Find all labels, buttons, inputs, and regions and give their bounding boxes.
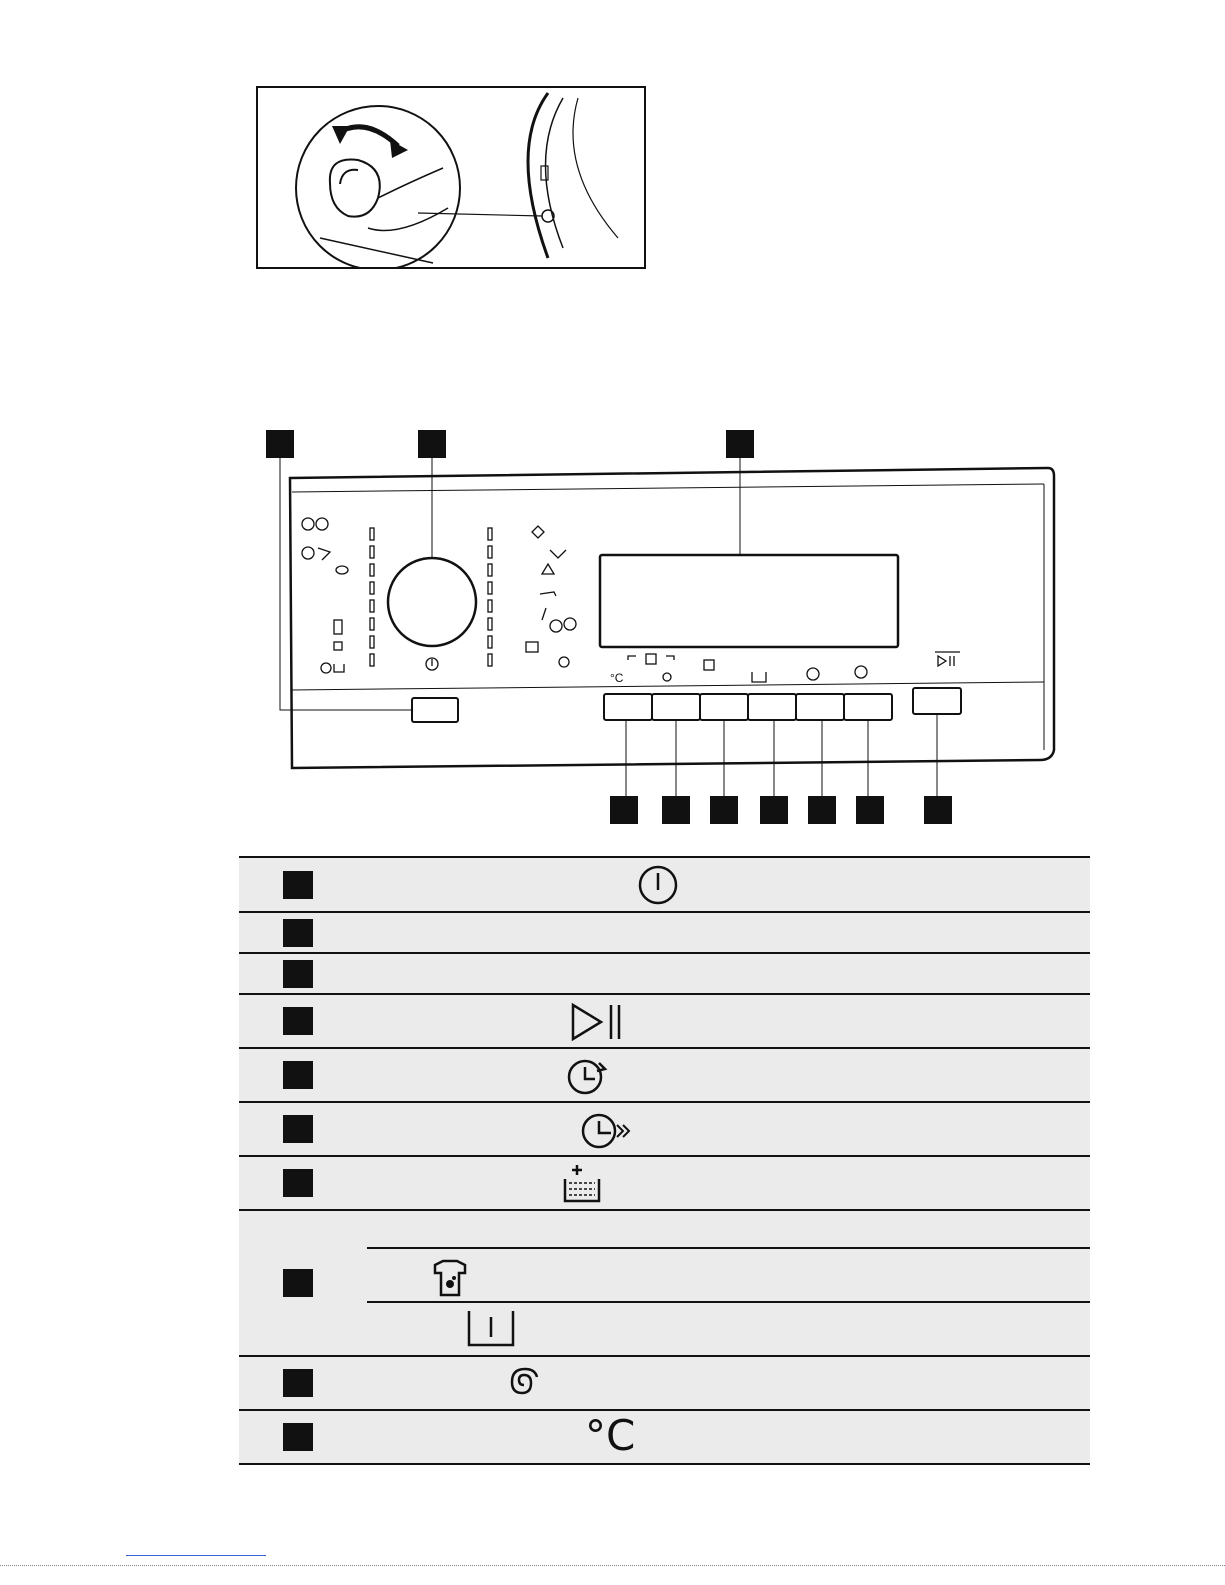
callout-box-6 xyxy=(808,796,836,824)
rinse-hold-button[interactable] xyxy=(700,694,748,720)
delay-start-icon xyxy=(565,1055,613,1097)
extra-rinse-button[interactable] xyxy=(748,694,796,720)
row-number-box xyxy=(283,1369,313,1397)
legend-row-start-pause xyxy=(239,995,1090,1047)
delay-start-icon xyxy=(855,666,867,678)
callout-box-3 xyxy=(726,430,754,458)
legend-row-display xyxy=(239,954,1090,993)
time-manager-button[interactable] xyxy=(796,694,844,720)
door-knob-drawing xyxy=(258,88,644,267)
legend-row-spin xyxy=(239,1357,1090,1409)
row-number-box xyxy=(283,1061,313,1089)
page-cut-line xyxy=(0,1565,1225,1566)
row-number-box xyxy=(283,1115,313,1143)
row-number-box xyxy=(283,1007,313,1035)
legend-row-time-manager xyxy=(239,1103,1090,1155)
row-number-box xyxy=(283,1423,313,1451)
callout-box-9 xyxy=(662,796,690,824)
delay-start-button[interactable] xyxy=(844,694,892,720)
power-icon xyxy=(637,864,679,906)
temperature-icon: °C xyxy=(585,1411,636,1460)
power-button[interactable] xyxy=(412,698,458,722)
spin-button[interactable] xyxy=(652,694,700,720)
callout-box-10 xyxy=(610,796,638,824)
callout-box-8 xyxy=(710,796,738,824)
legend-row-extra-rinse xyxy=(239,1157,1090,1209)
start-pause-icon xyxy=(938,656,946,666)
row-number-box xyxy=(283,1169,313,1197)
time-manager-icon xyxy=(807,668,819,680)
program-knob xyxy=(388,558,476,646)
display xyxy=(600,555,898,647)
callout-box-2 xyxy=(418,430,446,458)
rinse-hold-icon xyxy=(465,1309,517,1349)
legend-row-delay-start xyxy=(239,1049,1090,1101)
callout-box-1 xyxy=(266,430,294,458)
spin-icon xyxy=(663,673,671,681)
row-number-box xyxy=(283,919,313,947)
start-pause-icon xyxy=(569,1001,625,1043)
row-number-box xyxy=(283,960,313,988)
legend-row-program-knob xyxy=(239,913,1090,952)
legend-row-options xyxy=(239,1211,1090,1355)
callout-box-4 xyxy=(924,796,952,824)
legend-table xyxy=(239,856,1090,1466)
callout-box-5 xyxy=(856,796,884,824)
row-number-box xyxy=(283,871,313,899)
start-pause-button[interactable] xyxy=(913,688,961,714)
callout-box-7 xyxy=(760,796,788,824)
temperature-label: °C xyxy=(610,671,624,685)
time-manager-icon xyxy=(579,1109,635,1151)
footer-link-underline[interactable] xyxy=(126,1555,266,1556)
extra-rinse-icon xyxy=(561,1161,605,1205)
door-illustration xyxy=(256,86,646,269)
legend-row-power xyxy=(239,858,1090,911)
legend-row-temperature xyxy=(239,1411,1090,1463)
control-panel-drawing xyxy=(240,420,1120,830)
temperature-button[interactable] xyxy=(604,694,652,720)
row-number-box xyxy=(283,1269,313,1297)
spin-icon xyxy=(505,1363,543,1403)
stain-icon xyxy=(429,1257,471,1299)
